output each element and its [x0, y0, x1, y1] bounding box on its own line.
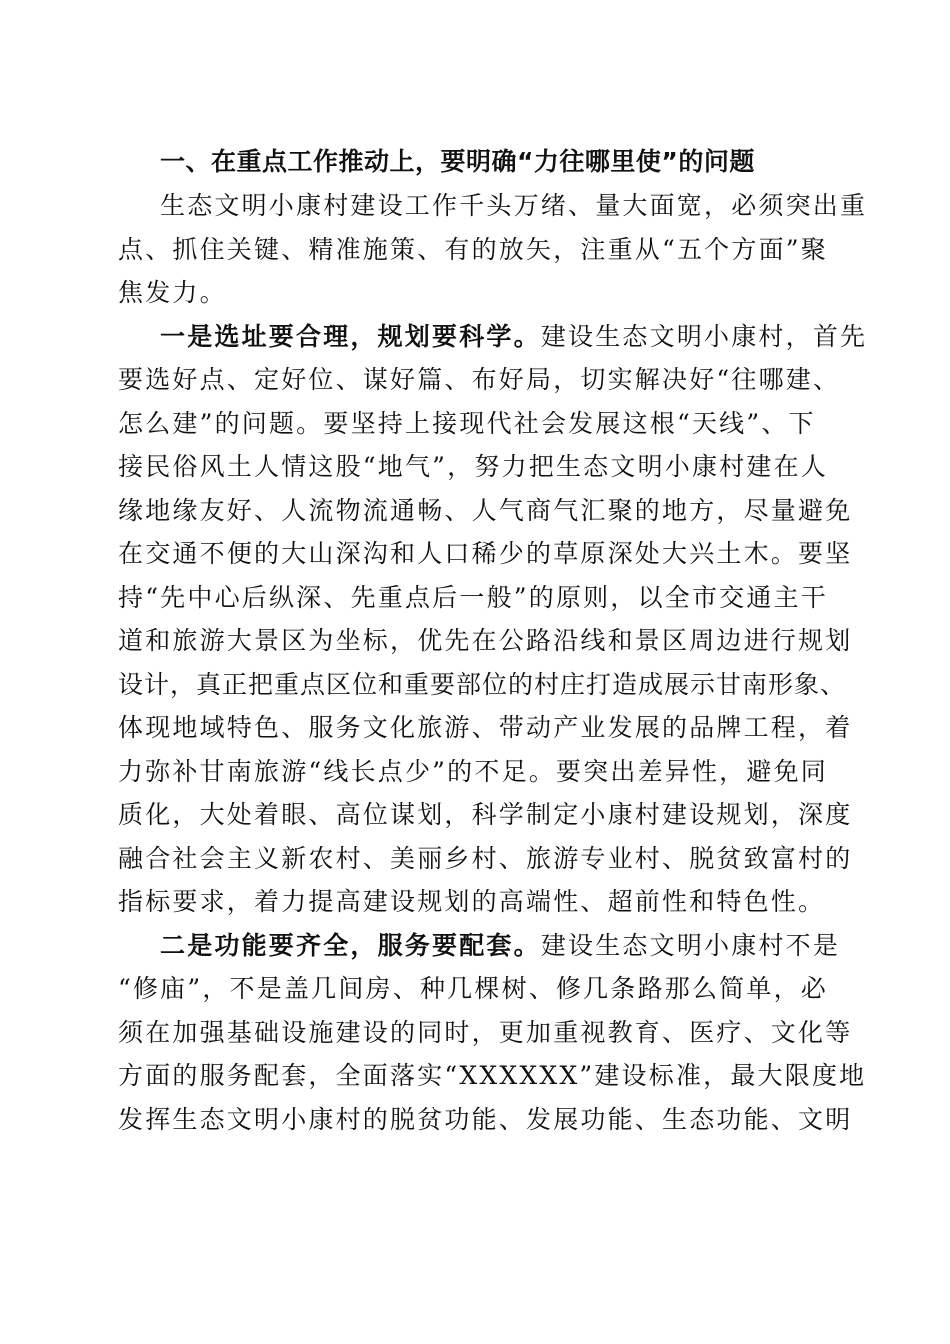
text-line: 指标要求，着力提高建设规划的高端性、超前性和特色性。 — [118, 887, 826, 916]
text-line: “修庙”，不是盖几间房、种几棵树、修几条路那么简单，必 — [118, 974, 828, 1003]
text-line: 缘地缘友好、人流物流通畅、人气商气汇聚的地方，尽量避免 — [118, 495, 853, 525]
text-line: 要选好点、定好位、谋好篇、布好局，切实解决好“往哪建、 — [118, 365, 841, 394]
text-line: 体现地域特色、服务文化旅游、带动产业发展的品牌工程，着 — [118, 713, 853, 742]
text-line: 焦发力。 — [118, 278, 227, 307]
paragraph-lead-rest: 建设生态文明小康村不是 — [540, 930, 841, 960]
text-line: 力弥补甘南旅游“线长点少”的不足。要突出差异性，避免同 — [118, 756, 828, 786]
text-line: 道和旅游大景区为坐标，优先在公路沿线和景区周边进行规划 — [118, 626, 853, 655]
paragraph-lead: 一是选址要合理，规划要科学。 — [160, 321, 541, 351]
text-line: 持“先中心后纵深、先重点后一般”的原则，以全市交通主干 — [118, 582, 828, 612]
text-line: 质化，大处着眼、高位谋划，科学制定小康村建设规划，深度 — [118, 800, 853, 829]
paragraph-lead-rest: 建设生态文明小康村，首先 — [540, 321, 868, 351]
text-line: 设计，真正把重点区位和重要部位的村庄打造成展示甘南形象、 — [118, 669, 847, 699]
paragraph-functions — [118, 924, 867, 1142]
document-body — [118, 140, 868, 1141]
text-line — [118, 315, 868, 359]
paragraph-intro — [118, 184, 868, 315]
text-line: 点、抓住关键、精准施策、有的放矢，注重从“五个方面”聚 — [118, 234, 828, 264]
text-line: 接民俗风土人情这股“地气”，努力把生态文明小康村建在人 — [118, 452, 828, 481]
paragraph-lead: 二是功能要齐全，服务要配套。 — [160, 930, 541, 960]
text-line: 发挥生态文明小康村的脱贫功能、发展功能、生态功能、文明 — [118, 1104, 853, 1134]
paragraph-site-selection — [118, 315, 868, 924]
text-line: 在交通不便的大山深沟和人口稀少的草原深处大兴土木。要坚 — [118, 539, 853, 568]
section-heading: 一、在重点工作推动上，要明确“力往哪里使”的问题 — [160, 147, 755, 176]
text-line: 怎么建”的问题。要坚持上接现代社会发展这根“天线”、下 — [118, 408, 816, 438]
text-line: 融合社会主义新农村、美丽乡村、旅游专业村、脱贫致富村的 — [118, 843, 853, 873]
text-line: 生态文明小康村建设工作千头万绪、量大面宽，必须突出重 — [160, 191, 868, 220]
text-line: 方面的服务配套，全面落实“XXXXXX”建设标准，最大限度地 — [118, 1061, 867, 1090]
text-line — [118, 924, 841, 968]
text-line: 须在加强基础设施建设的同时，更加重视教育、医疗、文化等 — [118, 1017, 853, 1047]
